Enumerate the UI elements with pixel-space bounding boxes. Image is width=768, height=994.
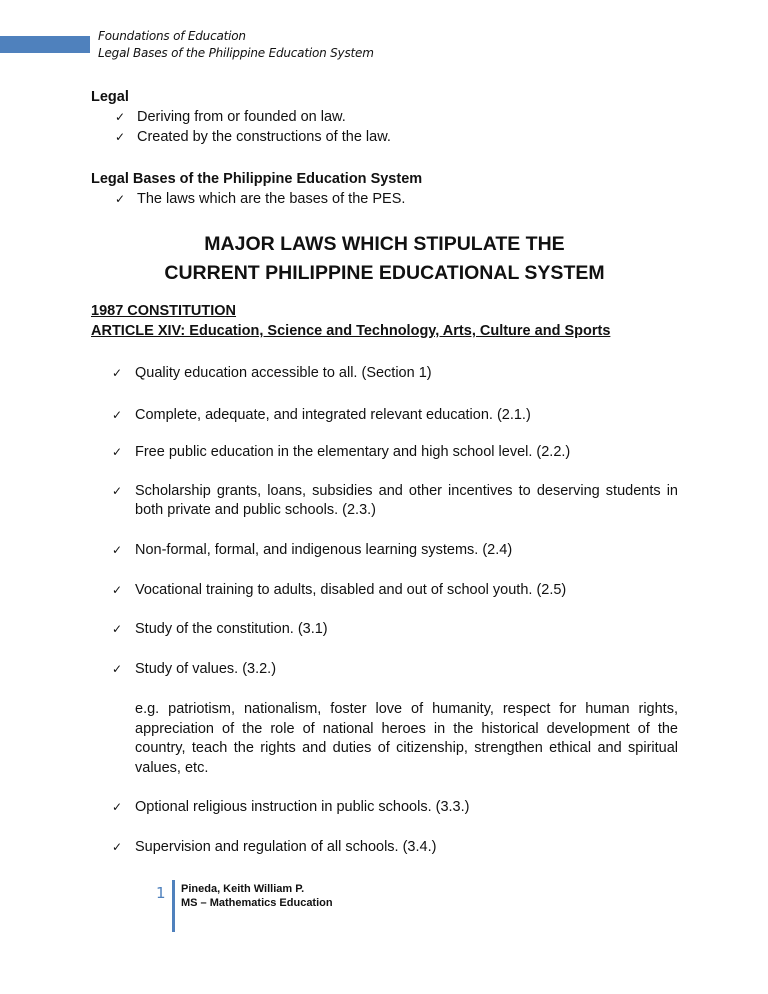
law-provision-text: Supervision and regulation of all schools. (3.4.) [135, 839, 437, 855]
law-provision-text: Complete, adequate, and integrated relevant education. (2.1.) [135, 407, 531, 423]
definition-item [115, 128, 391, 147]
law-provision-text: Non-formal, formal, and indigenous learning systems. (2.4) [135, 542, 513, 558]
law-provision-item [112, 541, 678, 560]
footer-program: MS – Mathematics Education [181, 897, 333, 909]
law-provision-item [112, 482, 678, 520]
article-heading: ARTICLE XIV: Education, Science and Technology, Arts, Culture and Sports [91, 323, 611, 339]
header-topic-title: Legal Bases of the Philippine Education System [98, 46, 374, 60]
law-provision-item [112, 406, 678, 425]
law-provision-text: Vocational training to adults, disabled and out of school youth. (2.5) [135, 582, 567, 598]
definition-item [115, 190, 405, 209]
page-number: 1 [156, 884, 166, 902]
definition-item-text: The laws which are the bases of the PES. [137, 191, 406, 207]
law-provision-item [112, 798, 678, 817]
checkmark-icon: ✓ [112, 662, 123, 676]
definition-term-legal-bases: Legal Bases of the Philippine Education System [91, 171, 423, 187]
checkmark-icon: ✓ [112, 800, 123, 814]
checkmark-icon: ✓ [112, 445, 123, 459]
definition-item-text: Created by the constructions of the law. [137, 129, 391, 145]
law-provision-item [112, 581, 678, 600]
footer-author-block [181, 882, 333, 910]
law-provision-item [112, 660, 678, 679]
checkmark-icon: ✓ [112, 622, 123, 636]
header-course-title: Foundations of Education [98, 29, 246, 43]
checkmark-icon: ✓ [112, 366, 123, 380]
footer-divider [172, 880, 175, 932]
law-provision-text: Study of the constitution. (3.1) [135, 621, 328, 637]
constitution-heading: 1987 CONSTITUTION [91, 303, 237, 319]
checkmark-icon: ✓ [115, 110, 126, 124]
definition-item-text: Deriving from or founded on law. [137, 109, 346, 125]
checkmark-icon: ✓ [115, 130, 126, 144]
checkmark-icon: ✓ [112, 484, 123, 498]
main-title-line-1: MAJOR LAWS WHICH STIPULATE THE [204, 233, 565, 255]
main-title [91, 230, 678, 288]
checkmark-icon: ✓ [112, 543, 123, 557]
definition-term-legal: Legal [91, 89, 129, 105]
checkmark-icon: ✓ [112, 583, 123, 597]
law-provision-item [112, 364, 678, 383]
values-example-paragraph: e.g. patriotism, nationalism, foster love of humanity, respect for human rights, appreciation of the role of national heroes in the historical development of the country, teach the rights and duties of citizenship, strengthen ethical and spiritual values, etc. [135, 701, 678, 776]
law-provision-item [112, 443, 678, 462]
running-header [98, 28, 374, 62]
law-provision-text: Optional religious instruction in public schools. (3.3.) [135, 799, 470, 815]
law-provision-text: Study of values. (3.2.) [135, 661, 277, 677]
footer-author-name: Pineda, Keith William P. [181, 883, 305, 895]
law-provision-text: Scholarship grants, loans, subsidies and other incentives to deserving students in both private and public schools. (2.3.) [135, 483, 678, 518]
checkmark-icon: ✓ [115, 192, 126, 206]
checkmark-icon: ✓ [112, 408, 123, 422]
definition-item [115, 108, 346, 127]
header-accent-bar [0, 36, 90, 53]
law-provision-item [112, 620, 678, 639]
law-provision-text: Free public education in the elementary and high school level. (2.2.) [135, 444, 571, 460]
law-provision-item [112, 838, 678, 857]
checkmark-icon: ✓ [112, 840, 123, 854]
law-provision-text: Quality education accessible to all. (Section 1) [135, 365, 432, 381]
main-title-line-2: CURRENT PHILIPPINE EDUCATIONAL SYSTEM [164, 262, 605, 284]
